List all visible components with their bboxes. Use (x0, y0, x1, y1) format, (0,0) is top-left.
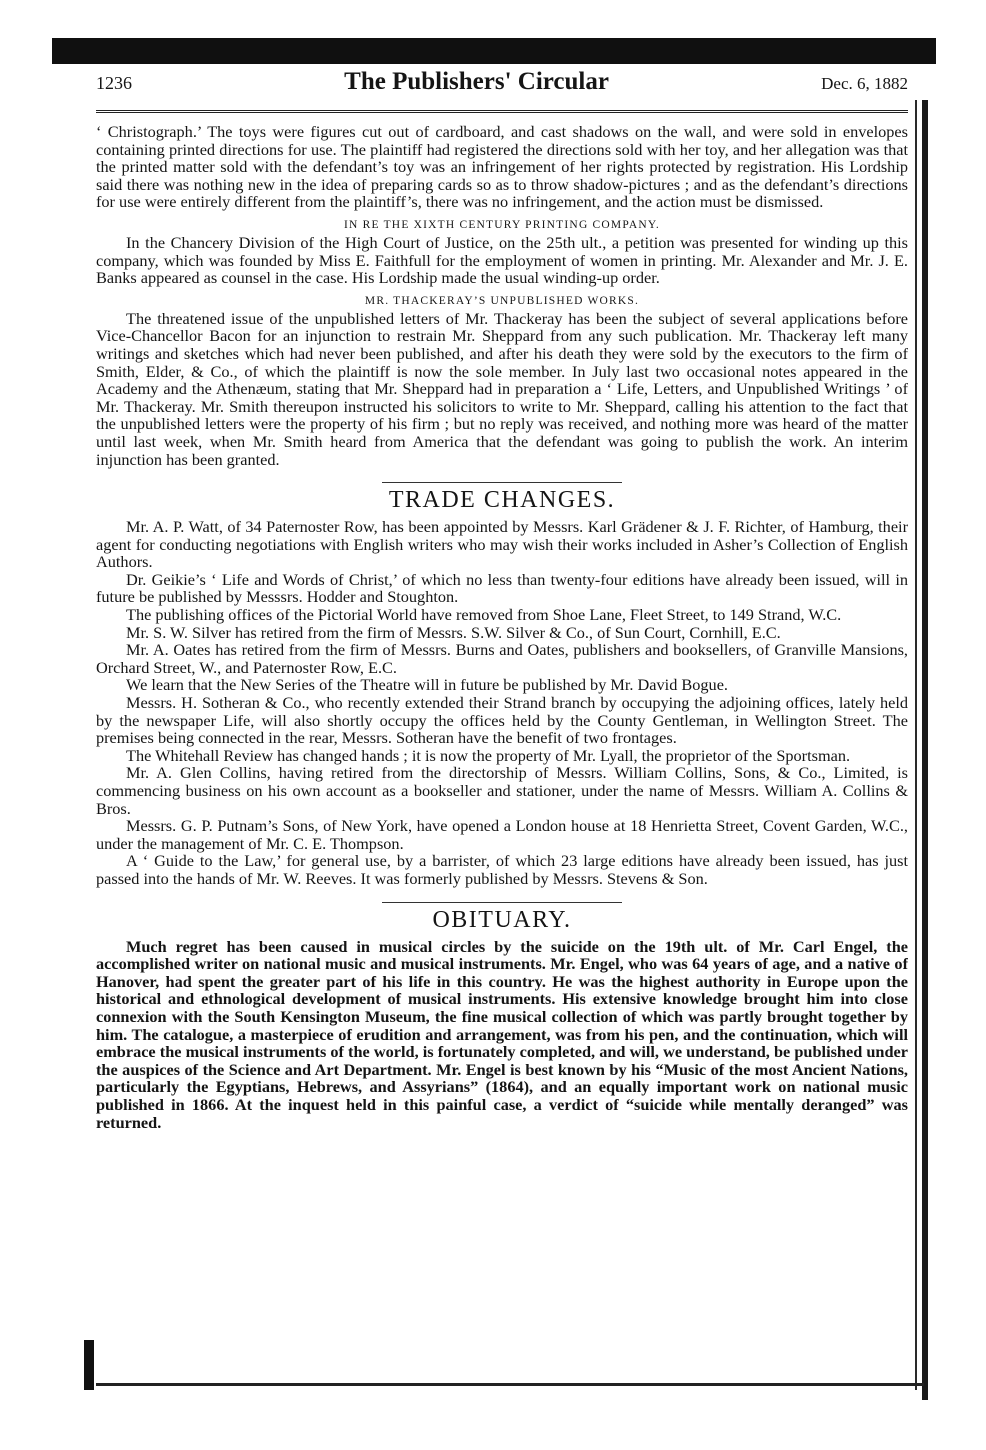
column-rule-right (915, 100, 917, 1390)
obituary-block (96, 938, 908, 1132)
trade-change-item: Dr. Geikie’s ‘ Life and Words of Christ,’ of which no less than twenty-four editions have already been issued, will in future be published by Messsrs. Hodder and Stoughton. (96, 569, 908, 607)
intro-paragraph: ‘ Christograph.’ The toys were figures cut out of cardboard, and cast shadows on the wall, and were sold in envelopes containing printed directions for use. The plaintiff had registered the directions sold with her toy, and her allegation was that the printed matter sold with the defendant’s toy was an infringement of her rights protected by registration. His Lordship said there was nothing new in the idea of preparing cards so as to throw shadow-pictures ; and as the defendant’s directions for use were entirely different from the plaintiff’s, there was no infringement, and the action must be dismissed. (96, 122, 908, 212)
section-divider (382, 902, 622, 903)
trade-change-item: Messrs. H. Sotheran & Co., who recently extended their Strand branch by occupying the adjoining offices, lately held by the newspaper Life, will also shortly occupy the offices held by the County Gentleman, in Wellington Street. The premises being connected in the rear, Messrs. Sotheran have the benefit of two frontages. (96, 693, 908, 748)
journal-title: The Publishers' Circular (344, 68, 609, 95)
page (96, 64, 908, 1384)
trade-change-item: Mr. S. W. Silver has retired from the firm of Messrs. S.W. Silver & Co., of Sun Court, Cornhill, E.C. (126, 622, 781, 642)
obituary-heading: OBITUARY. (432, 906, 572, 933)
running-header (96, 64, 908, 108)
scan-edge-right (922, 100, 928, 1400)
trade-change-item: Mr. A. P. Watt, of 34 Paternoster Row, has been appointed by Messrs. Karl Grädener & J. F. Richter, of Hamburg, their agent for conducting negotiations with English writers who may wish their works included in Asher’s Collection of English Authors. (96, 517, 908, 572)
scan-edge-shadow (52, 38, 936, 64)
trade-changes-list (96, 518, 908, 887)
obituary-text: Much regret has been caused in musical circles by the suicide on the 19th ult. of Mr. Carl Engel, the accomplished writer on national music and musical instruments. Mr. Engel, who was 64 years of age, and a native of Hanover, had spent the greater part of his life in this country. He was the highest authority in Europe upon the historical and ethnological development of musical instruments. His extensive knowledge brought him into close connexion with the South Kensington Museum, the fine musical collection of which was partly brought together by him. The catalogue, a masterpiece of erudition and arrangement, was from his pen, and the continuation, which will embrace the musical instruments of the world, is fortunately completed, and will, we understand, be published under the auspices of the Science and Art Department. Mr. Engel is best known by his “Music of the most Ancient Nations, particularly the Egyptians, Hebrews, and Assyrians” (1864), and an equally important work on national music published in 1866. At the inquest held in this painful case, a verdict of “suicide while mentally deranged” was returned. (96, 936, 908, 1132)
trade-change-item: Messrs. G. P. Putnam’s Sons, of New York, have opened a London house at 18 Henrietta Street, Covent Garden, W.C., under the management of Mr. C. E. Thompson. (96, 816, 908, 853)
scan-ink-blot (84, 1340, 94, 1390)
trade-change-item: Mr. A. Oates has retired from the firm of Messrs. Burns and Oates, publishers and booksellers, of Granville Mansions, Orchard Street, W., and Paternoster Row, E.C. (96, 640, 908, 677)
issue-date: Dec. 6, 1882 (821, 74, 908, 93)
printing-company-text: In the Chancery Division of the High Court of Justice, on the 25th ult., a petition was presented for winding up this company, which was founded by Miss E. Faithfull for the employment of women in printing. Mr. Alexander and Mr. J. E. Banks appeared as counsel in the case. His Lordship made the usual winding-up order. (96, 232, 908, 288)
page-number: 1236 (96, 73, 132, 93)
trade-change-item: A ‘ Guide to the Law,’ for general use, by a barrister, of which 23 large editions have already been issued, has just passed into the hands of Mr. W. Reeves. It was formerly published by Messrs. Stevens & Son. (96, 851, 908, 888)
trade-changes-heading: TRADE CHANGES. (388, 487, 616, 514)
section-divider (382, 482, 622, 483)
thackeray-text: The threatened issue of the unpublished letters of Mr. Thackeray has been the subject of several applications before Vice-Chancellor Bacon for an injunction to restrain Mr. Sheppard from any such publication. Mr. Thackeray left many writings and sketches which had never been published, and after his death they were sold by the executors to the firm of Smith, Elder, & Co., of which the plaintiff is now the sole member. In July last two occasional notes appeared in the Academy and the Athenæum, stating that Mr. Sheppard had in preparation a ‘ Life, Letters, and Unpublished Writings ’ of Mr. Thackeray. Mr. Smith thereupon instructed his solicitors to write to Mr. Sheppard, calling his attention to the fact that the unpublished letters were the property of his firm ; but no reply was received, and nothing more was heard of the matter until last week, when Mr. Smith heard from America that the defendant was going to publish the work. An interim injunction has been granted. (96, 308, 908, 469)
trade-change-item: We learn that the New Series of the Theatre will in future be published by Mr. David Bogue. (126, 675, 728, 695)
header-rule (96, 110, 908, 117)
printing-company-heading: IN RE THE XIXTH CENTURY PRINTING COMPANY. (344, 218, 660, 231)
trade-change-item: Mr. A. Glen Collins, having retired from the directorship of Messrs. William Collins, Sons, & Co., Limited, is commencing business on his own account as a bookseller and stationer, under the name of Messrs. William A. Collins & Bros. (96, 763, 908, 818)
trade-change-item: The publishing offices of the Pictorial World have removed from Shoe Lane, Fleet Street, to 149 Strand, W.C. (126, 605, 842, 625)
thackeray-heading: MR. THACKERAY’S UNPUBLISHED WORKS. (364, 294, 640, 307)
trade-change-item: The Whitehall Review has changed hands ; it is now the property of Mr. Lyall, the proprietor of the Sportsman. (126, 745, 851, 765)
